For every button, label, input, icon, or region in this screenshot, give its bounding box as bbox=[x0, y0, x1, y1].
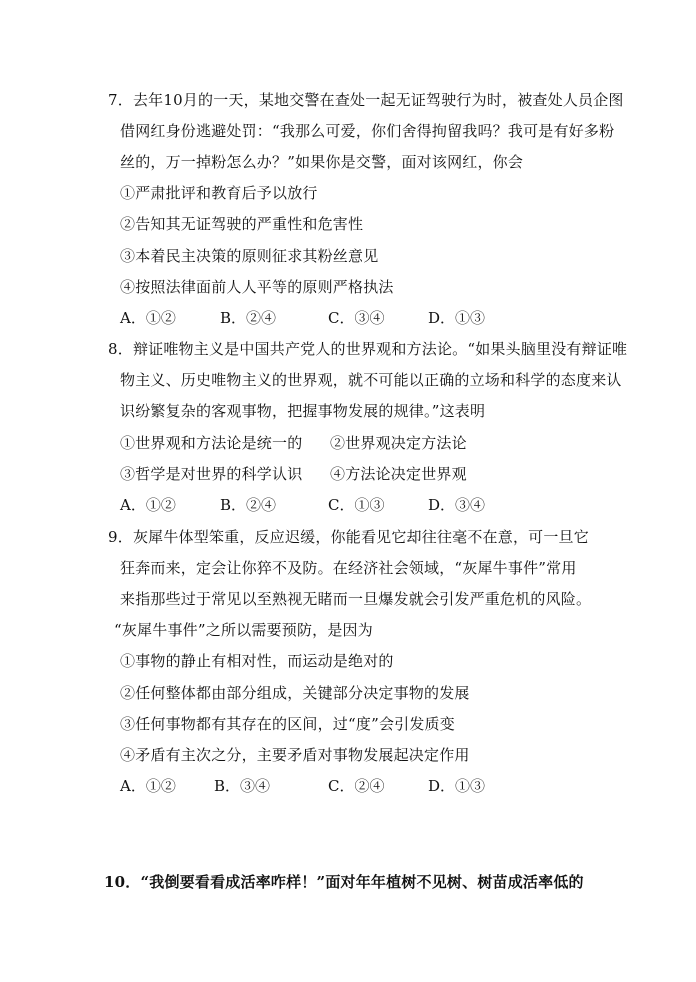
question-9-item-3: ③任何事物都有其存在的区间，过“度”会引发质变 bbox=[120, 715, 455, 733]
question-7-choice-a: A．①② bbox=[120, 309, 176, 327]
question-8-item-1: ①世界观和方法论是统一的 bbox=[120, 434, 303, 452]
question-8-stem-line-1: 8．辩证唯物主义是中国共产党人的世界观和方法论。“如果头脑里没有辩证唯 bbox=[108, 340, 628, 358]
question-8-item-3: ③哲学是对世界的科学认识 bbox=[120, 465, 303, 483]
question-7-item-3: ③本着民主决策的原则征求其粉丝意见 bbox=[120, 247, 379, 265]
question-9-choice-d: D．①③ bbox=[428, 777, 486, 795]
question-7-item-1: ①严肃批评和教育后予以放行 bbox=[120, 184, 318, 202]
question-9-choice-c: C．②④ bbox=[328, 777, 385, 795]
question-9-item-1: ①事物的静止有相对性，而运动是绝对的 bbox=[120, 652, 394, 670]
question-8-stem-line-3: 识纷繁复杂的客观事物，把握事物发展的规律。”这表明 bbox=[120, 402, 486, 420]
question-7-item-4: ④按照法律面前人人平等的原则严格执法 bbox=[120, 278, 394, 296]
question-7-choice-d: D．①③ bbox=[428, 309, 486, 327]
question-8-choice-d: D．③④ bbox=[428, 496, 486, 514]
question-9-stem-line-2: 狂奔而来，定会让你猝不及防。在经济社会领域，“灰犀牛事件”常用 bbox=[120, 559, 577, 577]
question-8-item-4: ④方法论决定世界观 bbox=[330, 465, 467, 483]
question-9-item-4: ④矛盾有主次之分，主要矛盾对事物发展起决定作用 bbox=[120, 746, 470, 764]
question-7-stem-line-1: 7．去年10月的一天，某地交警在查处一起无证驾驶行为时，被查处人员企图 bbox=[108, 91, 624, 109]
question-7-stem-line-2: 借网红身份逃避处罚：“我那么可爱，你们舍得拘留我吗？我可是有好多粉 bbox=[120, 122, 615, 140]
question-9-item-2: ②任何整体都由部分组成，关键部分决定事物的发展 bbox=[120, 684, 470, 702]
question-8-choice-a: A．①② bbox=[120, 496, 176, 514]
question-9-stem-line-3: 来指那些过于常见以至熟视无睹而一旦爆发就会引发严重危机的风险。 bbox=[120, 590, 592, 608]
question-7-choice-b: B．②④ bbox=[220, 309, 277, 327]
question-8-item-2: ②世界观决定方法论 bbox=[330, 434, 467, 452]
question-9-stem-line-1: 9．灰犀牛体型笨重，反应迟缓，你能看见它却往往毫不在意，可一旦它 bbox=[108, 528, 589, 546]
question-9-stem-line-4: “灰犀牛事件”之所以需要预防，是因为 bbox=[114, 621, 373, 639]
question-7-stem-line-3: 丝的，万一掉粉怎么办？”如果你是交警，面对该网红，你会 bbox=[120, 153, 524, 171]
question-10-stem-line-1: 10．“我倒要看看成活率咋样！”面对年年植树不见树、树苗成活率低的 bbox=[104, 873, 584, 891]
question-8-choice-c: C．①③ bbox=[328, 496, 385, 514]
question-9-choice-b: B．③④ bbox=[214, 777, 271, 795]
question-8-stem-line-2: 物主义、历史唯物主义的世界观，就不可能以正确的立场和科学的态度来认 bbox=[120, 371, 622, 389]
question-9-choice-a: A．①② bbox=[120, 777, 176, 795]
question-7-choice-c: C．③④ bbox=[328, 309, 385, 327]
question-8-choice-b: B．②④ bbox=[220, 496, 277, 514]
question-7-item-2: ②告知其无证驾驶的严重性和危害性 bbox=[120, 215, 364, 233]
